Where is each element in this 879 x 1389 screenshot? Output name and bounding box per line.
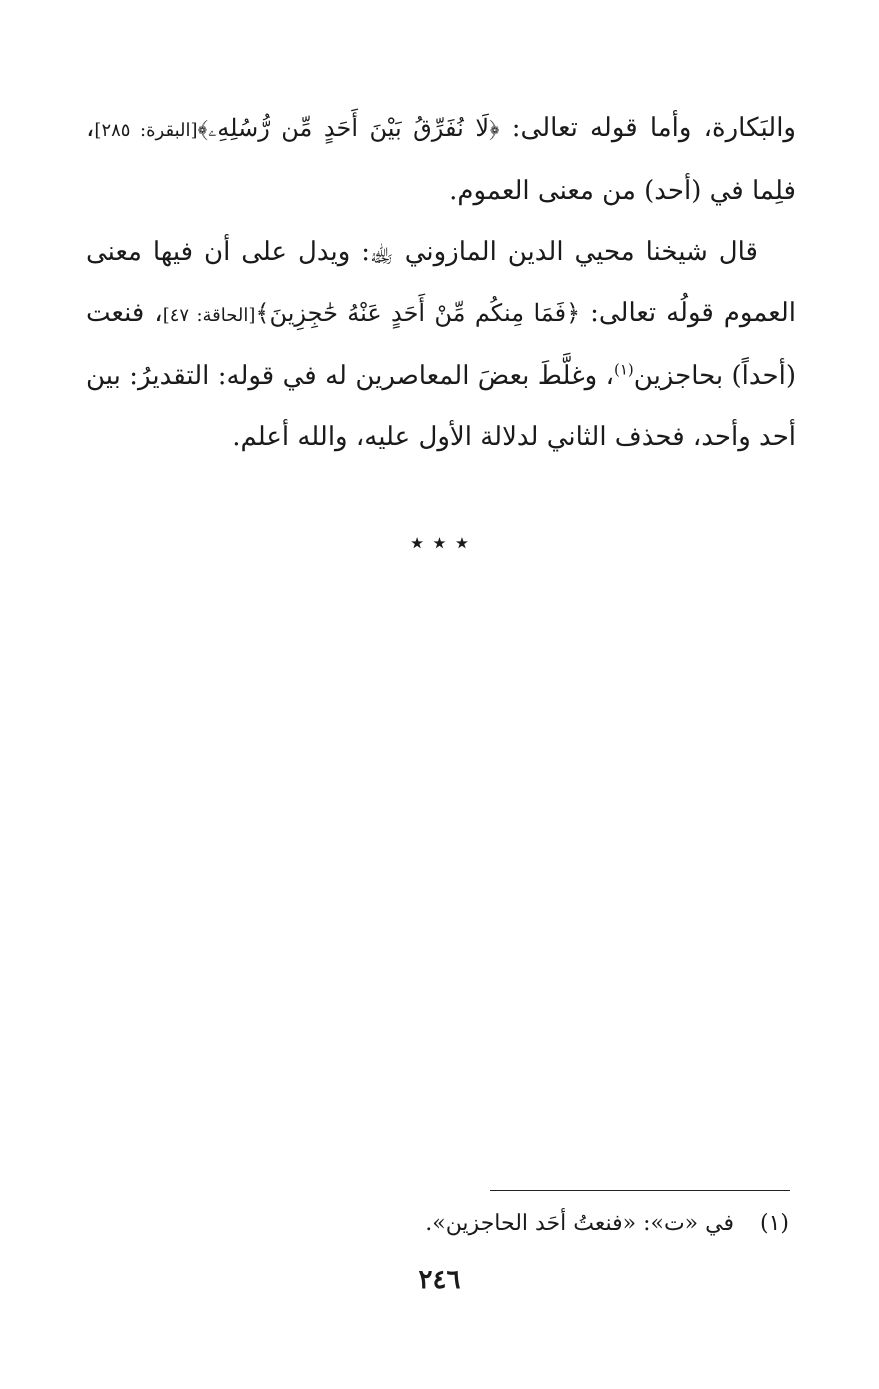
- paragraph-2: [86, 222, 796, 468]
- verse-reference-haqqah: [الحاقة: ٤٧]: [162, 305, 256, 326]
- quran-verse-haqqah: ﴿فَمَا مِنكُم مِّنْ أَحَدٍ عَنْهُ حَٰجِزِينَ﴾: [255, 299, 581, 327]
- paragraph-2-text-a: قال شيخنا محيي الدين المازوني ﵀: ويدل على أن فيها معنى العموم قولُه تعالى:: [86, 237, 796, 328]
- page-number: ٢٤٦: [418, 1265, 461, 1295]
- footnote-text: في «ت»: «فنعتُ أحَد الحاجزين».: [425, 1211, 734, 1236]
- footnote: [89, 1204, 789, 1244]
- footnote-divider: [490, 1190, 790, 1191]
- paragraph-1: [86, 98, 796, 222]
- verse-reference-baqarah: [البقرة: ٢٨٥]: [94, 120, 198, 141]
- footnote-number: (١): [759, 1211, 789, 1236]
- paragraph-2-text-c: ، وغلَّطَ بعضَ المعاصرين له في قوله: التقديرُ: بين أحد وأحد، فحذف الثاني لدلالة الأول عليه، والله أعلم.: [86, 361, 796, 452]
- paragraph-2-text-b: ، فنعت (أحداً) بحاجزين: [86, 298, 796, 391]
- paragraph-1-text-b: ، فلِما في (أحد) من معنى العموم.: [86, 113, 796, 206]
- paragraph-1-text-a: والبَكارة، وأما قوله تعالى:: [499, 113, 796, 143]
- main-text: [86, 98, 796, 468]
- quran-verse-baqarah: ﴿لَا نُفَرِّقُ بَيْنَ أَحَدٍ مِّن رُّسُلِهِۦ﴾: [197, 114, 500, 142]
- footnote-marker[interactable]: (١): [614, 360, 634, 379]
- section-separator: ٭ ٭ ٭: [409, 528, 470, 558]
